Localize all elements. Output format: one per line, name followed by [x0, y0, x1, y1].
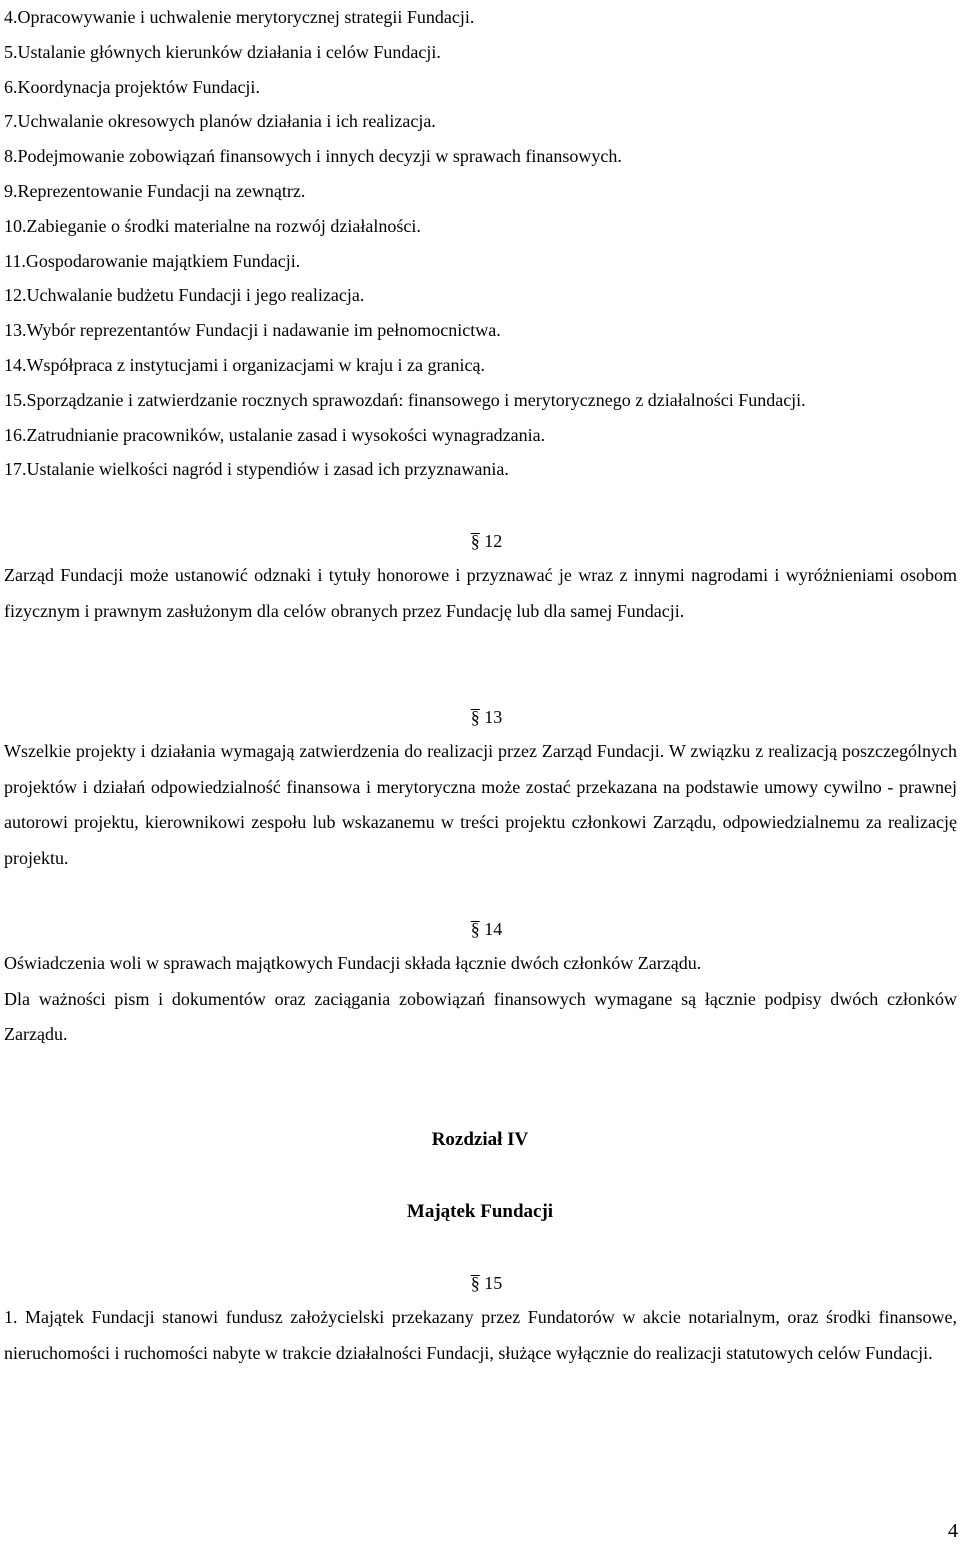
section-number: 13: [484, 707, 503, 727]
list-item: 8.Podejmowanie zobowiązań finansowych i innych decyzji w sprawach finansowych.: [4, 146, 622, 167]
section-heading: [4, 700, 957, 734]
list-item: 14.Współpraca z instytucjami i organizacjami w kraju i za granicą.: [4, 354, 485, 375]
chapter-subtitle: Majątek Fundacji: [406, 1201, 554, 1222]
list-item: 16.Zatrudnianie pracowników, ustalanie zasad i wysokości wynagradzania.: [4, 424, 546, 445]
duties-list: [4, 0, 954, 487]
section-sign: §: [470, 1273, 480, 1293]
list-item: 12.Uchwalanie budżetu Fundacji i jego realizacja.: [4, 285, 365, 306]
list-item: 15.Sporządzanie i zatwierdzanie rocznych sprawozdań: finansowego i merytorycznego z działalności Fundacji.: [4, 389, 806, 410]
section-heading: [4, 912, 957, 946]
section-paragraph: Zarząd Fundacji może ustanowić odznaki i tytuły honorowe i przyznawać je wraz z innymi nagrodami i wyróżnieniami osobom fizycznym i prawnym zasłużonym dla celów obranych przez Fundację lub dla samej Fundacji.: [4, 565, 957, 621]
section-14: [4, 912, 957, 1053]
section-number: 15: [484, 1273, 503, 1293]
list-item: 5.Ustalanie głównych kierunków działania i celów Fundacji.: [4, 41, 441, 62]
section-heading: [4, 524, 957, 558]
list-item: 13.Wybór reprezentantów Fundacji i nadawanie im pełnomocnictwa.: [4, 320, 501, 341]
list-item: 11.Gospodarowanie majątkiem Fundacji.: [4, 250, 301, 271]
section-paragraph: Dla ważności pism i dokumentów oraz zaciągania zobowiązań finansowych wymagane są łącznie podpisy dwóch członków Zarządu.: [4, 988, 957, 1044]
section-12: [4, 524, 957, 629]
section-sign: §: [470, 707, 480, 727]
section-paragraph: Oświadczenia woli w sprawach majątkowych Fundacji składa łącznie dwóch członków Zarządu.: [4, 953, 702, 973]
page-number: 4: [948, 1520, 958, 1542]
section-paragraph: Wszelkie projekty i działania wymagają zatwierdzenia do realizacji przez Zarząd Fundacji. W związku z realizacją poszczególnych projektów i działań odpowiedzialność finansowa i merytoryczna może zostać przekazana na podstawie umowy cywilno - prawnej autorowi projektu, kierownikowi zespołu lub wskazanemu w treści projektu członkowi Zarządu, odpowiedzialnemu za realizację projektu.: [4, 741, 957, 868]
list-item: 10.Zabieganie o środki materialne na rozwój działalności.: [4, 215, 421, 236]
section-paragraph: 1. Majątek Fundacji stanowi fundusz założycielski przekazany przez Fundatorów w akcie notarialnym, oraz środki finansowe, nieruchomości i ruchomości nabyte w trakcie działalności Fundacji, służące wyłącznie do realizacji statutowych celów Fundacji.: [4, 1307, 957, 1363]
list-item: 9.Reprezentowanie Fundacji na zewnątrz.: [4, 180, 306, 201]
section-number: 12: [484, 531, 503, 551]
list-item: 17.Ustalanie wielkości nagród i stypendiów i zasad ich przyznawania.: [4, 459, 509, 480]
section-sign: §: [470, 919, 480, 939]
section-sign: §: [470, 531, 480, 551]
chapter-title: Rozdział IV: [431, 1129, 529, 1150]
list-item: 6.Koordynacja projektów Fundacji.: [4, 76, 260, 97]
section-13: [4, 700, 957, 876]
list-item: 7.Uchwalanie okresowych planów działania i ich realizacja.: [4, 111, 436, 132]
section-number: 14: [484, 919, 503, 939]
section-heading: [4, 1266, 957, 1300]
section-15: [4, 1266, 957, 1371]
list-item: 4.Opracowywanie i uchwalenie merytorycznej strategii Fundacji.: [4, 7, 475, 27]
